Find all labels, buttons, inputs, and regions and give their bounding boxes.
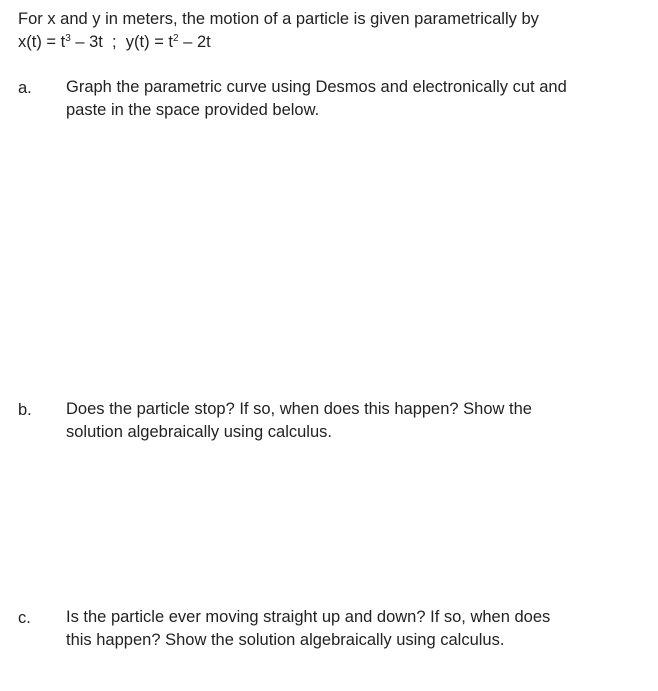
eq-x-exponent: 3 [65,33,71,44]
eq-y-suffix: – 2t [178,33,211,51]
question-text-line1: Is the particle ever moving straight up and down? If so, when does [66,608,551,626]
question-text-line2: paste in the space provided below. [66,101,320,119]
question-label: b. [18,401,32,419]
question-label: c. [18,609,31,627]
eq-x-prefix: x(t) = t [18,33,66,51]
question-text-line1: Does the particle stop? If so, when does this happen? Show the [66,400,532,418]
answer-space-b [18,450,638,600]
answer-space-a [18,130,638,390]
question-text-line1: Graph the parametric curve using Desmos and electronically cut and [66,78,567,96]
question-text-line2: this happen? Show the solution algebraically using calculus. [66,631,505,649]
question-text-line2: solution algebraically using calculus. [66,423,332,441]
question-label: a. [18,79,32,97]
parametric-equations [18,31,211,53]
intro-text: For x and y in meters, the motion of a particle is given parametrically by [18,10,539,28]
eq-y-exponent: 2 [173,33,179,44]
eq-x-suffix: – 3t ; y(t) = t [70,33,174,51]
